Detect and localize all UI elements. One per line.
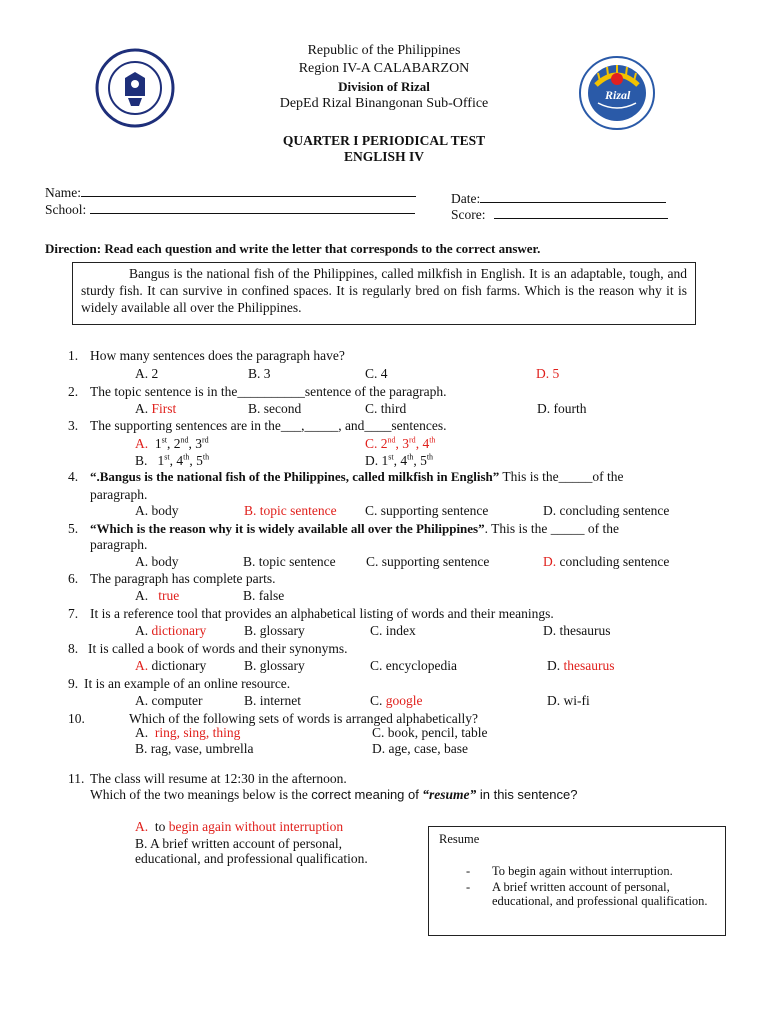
- q1-option-a: A. 2: [135, 366, 159, 381]
- q5-number: 5.: [68, 521, 79, 536]
- q9-number: 9.: [68, 676, 79, 691]
- school-label: School:: [45, 202, 87, 217]
- q4-option-b: B. topic sentence: [244, 503, 337, 518]
- q11-option-a: A. to begin again without interruption: [135, 819, 344, 834]
- q2-option-a-text: First: [151, 401, 177, 416]
- q1-text: How many sentences does the paragraph have?: [90, 348, 345, 363]
- score-label: Score:: [451, 207, 486, 222]
- q2-option-c: C. third: [365, 401, 407, 416]
- q4-option-c: C. supporting sentence: [365, 503, 489, 518]
- q2-option-a: [135, 401, 176, 417]
- q6-number: 6.: [68, 571, 79, 586]
- q5-text: [90, 521, 619, 537]
- q1-option-c: C. 4: [365, 366, 388, 381]
- q7-number: 7.: [68, 606, 79, 621]
- q3-option-b: B. 1st, 4th, 5th: [135, 452, 210, 468]
- q9-option-b: B. internet: [244, 693, 301, 708]
- q2-option-b: B. second: [248, 401, 302, 416]
- q7-option-b: B. glossary: [244, 623, 305, 638]
- q6-option-a: A. true: [135, 588, 180, 603]
- q11-text-line1: The class will resume at 12:30 in the afternoon.: [90, 771, 347, 786]
- q8-option-c: C. encyclopedia: [370, 658, 457, 673]
- q10-option-b: B. rag, vase, umbrella: [135, 741, 254, 756]
- q3-option-a: A. 1st, 2nd, 3rd: [135, 435, 209, 451]
- q9-option-a: A. computer: [135, 693, 203, 708]
- header-division: Division of Rizal: [338, 79, 430, 94]
- date-label: Date:: [451, 191, 481, 206]
- q5-continuation: paragraph.: [90, 537, 148, 552]
- q2-option-d: D. fourth: [537, 401, 587, 416]
- date-field[interactable]: [451, 190, 666, 207]
- q1-option-d: D. 5: [536, 366, 560, 381]
- q4-rest: This is the_____of the: [499, 469, 624, 484]
- q4-option-d: D. concluding sentence: [543, 503, 670, 518]
- q11-text-line2: Which of the two meanings below is the correct meaning of “resume” in this sentence?: [90, 787, 578, 802]
- q3-number: 3.: [68, 418, 79, 433]
- q9-text: It is an example of an online resource.: [84, 676, 291, 691]
- name-line[interactable]: [81, 184, 416, 197]
- date-line[interactable]: [480, 190, 666, 203]
- passage-text: Bangus is the national fish of the Philippines, called milkfish in English. It is an adaptable, tough, and sturdy fish. It can survive in confined spaces. It is regularly bred on fish farms. Which is the reason why it is widely available all over the Philippines.: [81, 266, 687, 315]
- q3-option-d: D. 1st, 4th, 5th: [365, 452, 434, 468]
- q7-option-a: A. dictionary: [135, 623, 207, 638]
- q10-option-a: A. ring, sing, thing: [135, 725, 241, 740]
- q4-option-a: A. body: [135, 503, 179, 518]
- q6-option-b: B. false: [243, 588, 285, 603]
- q5-option-d: D. concluding sentence: [543, 554, 670, 569]
- resume-definition-1: - To begin again without interruption.: [466, 864, 715, 878]
- q8-option-b: B. glossary: [244, 658, 305, 673]
- q4-text: [90, 469, 624, 485]
- q11-option-b-line1: B. A brief written account of personal,: [135, 836, 342, 851]
- q1-number: 1.: [68, 348, 79, 363]
- q7-text: It is a reference tool that provides an alphabetical listing of words and their meanings.: [90, 606, 554, 621]
- right-seal-text: Rizal: [605, 88, 631, 102]
- header-region: Region IV-A CALABARZON: [298, 61, 470, 76]
- q5-rest: . This is the _____ of the: [484, 521, 619, 536]
- q2-text: The topic sentence is in the__________sentence of the paragraph.: [90, 384, 447, 399]
- header-republic: Republic of the Philippines: [307, 43, 461, 58]
- q3-option-c: C. 2nd, 3rd, 4th: [365, 435, 436, 451]
- q2-number: 2.: [68, 384, 79, 399]
- header-sub-office: DepEd Rizal Binangonan Sub-Office: [279, 96, 489, 111]
- passage-box: [72, 262, 696, 325]
- test-title: QUARTER I PERIODICAL TEST: [282, 133, 486, 148]
- q10-number: 10.: [68, 711, 85, 726]
- q4-quote: “.Bangus is the national fish of the Philippines, called milkfish in English”: [90, 469, 500, 484]
- school-line[interactable]: [90, 201, 415, 214]
- q7-option-d: D. thesaurus: [543, 623, 611, 638]
- resume-definition-list: [466, 864, 715, 908]
- q4-continuation: paragraph.: [90, 487, 148, 502]
- q5-option-a: A. body: [135, 554, 179, 569]
- q9-option-d: D. wi-fi: [547, 693, 590, 708]
- q9-option-c: C. google: [370, 693, 423, 708]
- resume-definition-box: [428, 826, 726, 936]
- q5-option-c: C. supporting sentence: [366, 554, 490, 569]
- q1-option-b: B. 3: [248, 366, 271, 381]
- resume-box-title: Resume: [439, 832, 480, 846]
- q7-option-c: C. index: [370, 623, 416, 638]
- q8-option-a: A. dictionary: [135, 658, 207, 673]
- subject-title: ENGLISH IV: [344, 149, 424, 164]
- q5-quote: “Which is the reason why it is widely available all over the Philippines”: [90, 521, 485, 536]
- q8-text: It is called a book of words and their synonyms.: [88, 641, 348, 656]
- q10-option-d: D. age, case, base: [372, 741, 468, 756]
- score-line[interactable]: [494, 206, 668, 219]
- q3-text: The supporting sentences are in the___,_____, and____sentences.: [90, 418, 447, 433]
- q4-number: 4.: [68, 469, 79, 484]
- q10-option-c: C. book, pencil, table: [372, 725, 488, 740]
- q8-option-d: D. thesaurus: [547, 658, 615, 673]
- q6-text: The paragraph has complete parts.: [90, 571, 276, 586]
- q2-option-a-letter: A.: [135, 401, 149, 416]
- q10-text: Which of the following sets of words is arranged alphabetically?: [129, 711, 479, 726]
- direction-text: Direction: Read each question and write the letter that corresponds to the correct answer.: [45, 241, 541, 256]
- school-field[interactable]: [45, 201, 415, 218]
- name-label: Name:: [45, 185, 81, 200]
- q11-number: 11.: [68, 771, 85, 786]
- name-field[interactable]: [45, 184, 416, 201]
- q5-option-b: B. topic sentence: [243, 554, 336, 569]
- score-field[interactable]: [451, 206, 668, 223]
- resume-definition-2: - A brief written account of personal, educational, and professional qualification.: [466, 880, 712, 908]
- q11-option-b-line2: educational, and professional qualification.: [135, 851, 368, 866]
- q8-number: 8.: [68, 641, 79, 656]
